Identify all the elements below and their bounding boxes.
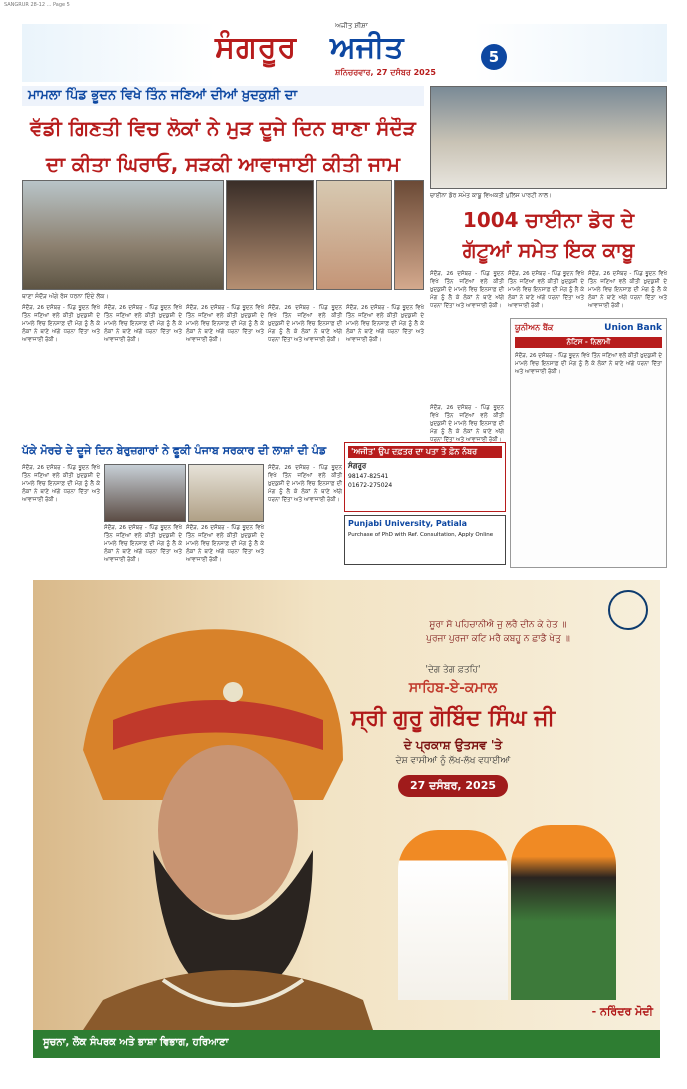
lead-column-5: ਸੰਦੌੜ, 26 ਦਸੰਬਰ - ਪਿੰਡ ਭੂਦਨ ਵਿਖੇ ਤਿੰਨ ਜਣਿਆਂ ਵਲੋਂ ਕੀਤੀ ਖ਼ੁਦਕੁਸ਼ੀ ਦੇ ਮਾਮਲੇ ਵਿਚ ਇਨਸਾਫ਼ ਦੀ ਮੰਗ ਨੂੰ ਲੈ ਕੇ ਲੋਕਾਂ ਨੇ ਥਾਣੇ ਅੱਗੇ ਧਰਨਾ ਦਿੱਤਾ ਅਤੇ ਆਵਾਜਾਈ ਰੋਕੀ। bbox=[346, 305, 424, 343]
lead-column-3: ਸੰਦੌੜ, 26 ਦਸੰਬਰ - ਪਿੰਡ ਭੂਦਨ ਵਿਖੇ ਤਿੰਨ ਜਣਿਆਂ ਵਲੋਂ ਕੀਤੀ ਖ਼ੁਦਕੁਸ਼ੀ ਦੇ ਮਾਮਲੇ ਵਿਚ ਇਨਸਾਫ਼ ਦੀ ਮੰਗ ਨੂੰ ਲੈ ਕੇ ਲੋਕਾਂ ਨੇ ਥਾਣੇ ਅੱਗੇ ਧਰਨਾ ਦਿੱਤਾ ਅਤੇ ਆਵਾਜਾਈ ਰੋਕੀ। bbox=[186, 305, 264, 343]
right-photo-seizure bbox=[430, 86, 667, 189]
second-column-4: ਸੰਦੌੜ, 26 ਦਸੰਬਰ - ਪਿੰਡ ਭੂਦਨ ਵਿਖੇ ਤਿੰਨ ਜਣਿਆਂ ਵਲੋਂ ਕੀਤੀ ਖ਼ੁਦਕੁਸ਼ੀ ਦੇ ਮਾਮਲੇ ਵਿਚ ਇਨਸਾਫ਼ ਦੀ ਮੰਗ ਨੂੰ ਲੈ ਕੇ ਲੋਕਾਂ ਨੇ ਥਾਣੇ ਅੱਗੇ ਧਰਨਾ ਦਿੱਤਾ ਅਤੇ ਆਵਾਜਾਈ ਰੋਕੀ। bbox=[268, 465, 342, 503]
right-headline bbox=[430, 205, 667, 265]
ad-sub-2: ਦੇਸ਼ ਵਾਸੀਆਂ ਨੂੰ ਲੱਖ-ਲੱਖ ਵਧਾਈਆਂ bbox=[395, 756, 511, 766]
second-photo-2 bbox=[188, 464, 264, 522]
lead-headline-line2: ਦਾ ਕੀਤਾ ਘਿਰਾਓ, ਸੜਕੀ ਆਵਾਜਾਈ ਕੀਤੀ ਜਾਮ bbox=[45, 152, 401, 176]
lead-headline-line1: ਵੱਡੀ ਗਿਣਤੀ ਵਿਚ ਲੋਕਾਂ ਨੇ ਮੁੜ ਦੂਜੇ ਦਿਨ ਥਾਣਾ ਸੰਦੌੜ bbox=[30, 116, 416, 140]
lead-photo-victim-1 bbox=[226, 180, 314, 290]
university-notice bbox=[344, 515, 506, 565]
right-column-3: ਸੰਦੌੜ, 26 ਦਸੰਬਰ - ਪਿੰਡ ਭੂਦਨ ਵਿਖੇ ਤਿੰਨ ਜਣਿਆਂ ਵਲੋਂ ਕੀਤੀ ਖ਼ੁਦਕੁਸ਼ੀ ਦੇ ਮਾਮਲੇ ਵਿਚ ਇਨਸਾਫ਼ ਦੀ ਮੰਗ ਨੂੰ ਲੈ ਕੇ ਲੋਕਾਂ ਨੇ ਥਾਣੇ ਅੱਗੇ ਧਰਨਾ ਦਿੱਤਾ ਅਤੇ ਆਵਾਜਾਈ ਰੋਕੀ। bbox=[588, 271, 667, 309]
office-box-title: 'ਅਜੀਤ' ਉਪ ਦਫ਼ਤਰ ਦਾ ਪਤਾ ਤੇ ਫ਼ੋਨ ਨੰਬਰ bbox=[348, 446, 502, 458]
ad-verse-1: ਸੂਰਾ ਸੋ ਪਹਿਚਾਨੀਐ ਜੁ ਲਰੈ ਦੀਨ ਕੇ ਹੇਤ ॥ bbox=[429, 620, 567, 630]
bank-notice-title: ਨੋਟਿਸ - ਨਿਲਾਮੀ bbox=[515, 337, 662, 348]
office-address-box bbox=[344, 442, 506, 512]
lead-photo-caption: ਥਾਣਾ ਸੰਦੌੜ ਅੱਗੇ ਰੋਸ ਧਰਨਾ ਦਿੰਦੇ ਲੋਕ। bbox=[22, 293, 109, 300]
ad-signature: - ਨਰਿੰਦਰ ਮੋਦੀ bbox=[591, 1005, 653, 1018]
lead-column-1: ਸੰਦੌੜ, 26 ਦਸੰਬਰ - ਪਿੰਡ ਭੂਦਨ ਵਿਖੇ ਤਿੰਨ ਜਣਿਆਂ ਵਲੋਂ ਕੀਤੀ ਖ਼ੁਦਕੁਸ਼ੀ ਦੇ ਮਾਮਲੇ ਵਿਚ ਇਨਸਾਫ਼ ਦੀ ਮੰਗ ਨੂੰ ਲੈ ਕੇ ਲੋਕਾਂ ਨੇ ਥਾਣੇ ਅੱਗੇ ਧਰਨਾ ਦਿੱਤਾ ਅਤੇ ਆਵਾਜਾਈ ਰੋਕੀ। bbox=[22, 305, 100, 343]
ad-footer-department: ਸੂਚਨਾ, ਲੋਕ ਸੰਪਰਕ ਅਤੇ ਭਾਸ਼ਾ ਵਿਭਾਗ, ਹਰਿਆਣਾ bbox=[33, 1030, 660, 1058]
bank-notice bbox=[510, 318, 667, 568]
second-column-2: ਸੰਦੌੜ, 26 ਦਸੰਬਰ - ਪਿੰਡ ਭੂਦਨ ਵਿਖੇ ਤਿੰਨ ਜਣਿਆਂ ਵਲੋਂ ਕੀਤੀ ਖ਼ੁਦਕੁਸ਼ੀ ਦੇ ਮਾਮਲੇ ਵਿਚ ਇਨਸਾਫ਼ ਦੀ ਮੰਗ ਨੂੰ ਲੈ ਕੇ ਲੋਕਾਂ ਨੇ ਥਾਣੇ ਅੱਗੇ ਧਰਨਾ ਦਿੱਤਾ ਅਤੇ ਆਵਾਜਾਈ ਰੋਕੀ। bbox=[104, 525, 182, 563]
print-slug: SANGRUR 28-12 ... Page 5 bbox=[4, 2, 70, 8]
guru-portrait-illustration bbox=[43, 600, 373, 1030]
lead-photo-victim-3 bbox=[394, 180, 424, 290]
lead-photo-protest bbox=[22, 180, 224, 290]
office-box-phone-2: 01672-275024 bbox=[348, 482, 393, 489]
ad-leader-photo-2 bbox=[511, 825, 616, 1000]
masthead-paper: ਅਜੀਤ bbox=[330, 30, 404, 65]
university-notice-title: Punjabi University, Patiala bbox=[348, 519, 468, 528]
guru-gobind-singh-ad bbox=[33, 580, 660, 1030]
ad-line-deg-teg: 'ਦੇਗ ਤੇਗ ਫ਼ਤਹਿ' bbox=[425, 665, 481, 675]
right-headline-line1: 1004 ਚਾਈਨਾ ਡੋਰ ਦੇ bbox=[462, 208, 635, 232]
bank-name-punjabi: ਯੂਨੀਅਨ ਬੈਂਕ bbox=[515, 323, 554, 332]
lead-kicker: ਮਾਮਲਾ ਪਿੰਡ ਭੂਦਨ ਵਿਖੇ ਤਿੰਨ ਜਣਿਆਂ ਦੀਆਂ ਖ਼ੁਦਕੁਸ਼ੀ ਦਾ bbox=[22, 86, 424, 106]
second-column-3: ਸੰਦੌੜ, 26 ਦਸੰਬਰ - ਪਿੰਡ ਭੂਦਨ ਵਿਖੇ ਤਿੰਨ ਜਣਿਆਂ ਵਲੋਂ ਕੀਤੀ ਖ਼ੁਦਕੁਸ਼ੀ ਦੇ ਮਾਮਲੇ ਵਿਚ ਇਨਸਾਫ਼ ਦੀ ਮੰਗ ਨੂੰ ਲੈ ਕੇ ਲੋਕਾਂ ਨੇ ਥਾਣੇ ਅੱਗੇ ਧਰਨਾ ਦਿੱਤਾ ਅਤੇ ਆਵਾਜਾਈ ਰੋਕੀ। bbox=[186, 525, 264, 563]
right-column-1: ਸੰਦੌੜ, 26 ਦਸੰਬਰ - ਪਿੰਡ ਭੂਦਨ ਵਿਖੇ ਤਿੰਨ ਜਣਿਆਂ ਵਲੋਂ ਕੀਤੀ ਖ਼ੁਦਕੁਸ਼ੀ ਦੇ ਮਾਮਲੇ ਵਿਚ ਇਨਸਾਫ਼ ਦੀ ਮੰਗ ਨੂੰ ਲੈ ਕੇ ਲੋਕਾਂ ਨੇ ਥਾਣੇ ਅੱਗੇ ਧਰਨਾ ਦਿੱਤਾ ਅਤੇ ਆਵਾਜਾਈ ਰੋਕੀ। bbox=[430, 271, 504, 309]
haryana-govt-emblem-icon bbox=[608, 590, 648, 630]
ad-date-badge: 27 ਦਸੰਬਰ, 2025 bbox=[398, 775, 508, 797]
office-box-city: ਸੰਗਰੂਰ bbox=[348, 462, 367, 470]
ad-leader-photo-1 bbox=[398, 830, 508, 1000]
second-headline: ਪੱਕੇ ਮੋਰਚੇ ਦੇ ਦੂਜੇ ਦਿਨ ਬੇਰੁਜ਼ਗਾਰਾਂ ਨੇ ਫੂਕੀ ਪੰਜਾਬ ਸਰਕਾਰ ਦੀ ਲਾਸ਼ਾਂ ਦੀ ਪੰਡ bbox=[22, 444, 327, 457]
right-photo-caption: ਚਾਈਨਾ ਡੋਰ ਸਮੇਤ ਕਾਬੂ ਵਿਅਕਤੀ ਪੁਲਿਸ ਪਾਰਟੀ ਨਾਲ। bbox=[430, 192, 553, 199]
bank-name-english: Union Bank bbox=[604, 323, 662, 333]
lead-column-4: ਸੰਦੌੜ, 26 ਦਸੰਬਰ - ਪਿੰਡ ਭੂਦਨ ਵਿਖੇ ਤਿੰਨ ਜਣਿਆਂ ਵਲੋਂ ਕੀਤੀ ਖ਼ੁਦਕੁਸ਼ੀ ਦੇ ਮਾਮਲੇ ਵਿਚ ਇਨਸਾਫ਼ ਦੀ ਮੰਗ ਨੂੰ ਲੈ ਕੇ ਲੋਕਾਂ ਨੇ ਥਾਣੇ ਅੱਗੇ ਧਰਨਾ ਦਿੱਤਾ ਅਤੇ ਆਵਾਜਾਈ ਰੋਕੀ। bbox=[268, 305, 342, 343]
lead-column-2: ਸੰਦੌੜ, 26 ਦਸੰਬਰ - ਪਿੰਡ ਭੂਦਨ ਵਿਖੇ ਤਿੰਨ ਜਣਿਆਂ ਵਲੋਂ ਕੀਤੀ ਖ਼ੁਦਕੁਸ਼ੀ ਦੇ ਮਾਮਲੇ ਵਿਚ ਇਨਸਾਫ਼ ਦੀ ਮੰਗ ਨੂੰ ਲੈ ਕੇ ਲੋਕਾਂ ਨੇ ਥਾਣੇ ਅੱਗੇ ਧਰਨਾ ਦਿੱਤਾ ਅਤੇ ਆਵਾਜਾਈ ਰੋਕੀ। bbox=[104, 305, 182, 343]
page-number: 5 bbox=[481, 44, 507, 70]
second-column-1: ਸੰਦੌੜ, 26 ਦਸੰਬਰ - ਪਿੰਡ ਭੂਦਨ ਵਿਖੇ ਤਿੰਨ ਜਣਿਆਂ ਵਲੋਂ ਕੀਤੀ ਖ਼ੁਦਕੁਸ਼ੀ ਦੇ ਮਾਮਲੇ ਵਿਚ ਇਨਸਾਫ਼ ਦੀ ਮੰਗ ਨੂੰ ਲੈ ਕੇ ਲੋਕਾਂ ਨੇ ਥਾਣੇ ਅੱਗੇ ਧਰਨਾ ਦਿੱਤਾ ਅਤੇ ਆਵਾਜਾਈ ਰੋਕੀ। bbox=[22, 465, 100, 503]
lead-photo-victim-2 bbox=[316, 180, 392, 290]
bank-notice-body: ਸੰਦੌੜ, 26 ਦਸੰਬਰ - ਪਿੰਡ ਭੂਦਨ ਵਿਖੇ ਤਿੰਨ ਜਣਿਆਂ ਵਲੋਂ ਕੀਤੀ ਖ਼ੁਦਕੁਸ਼ੀ ਦੇ ਮਾਮਲੇ ਵਿਚ ਇਨਸਾਫ਼ ਦੀ ਮੰਗ ਨੂੰ ਲੈ ਕੇ ਲੋਕਾਂ ਨੇ ਥਾਣੇ ਅੱਗੇ ਧਰਨਾ ਦਿੱਤਾ ਅਤੇ ਆਵਾਜਾਈ ਰੋਕੀ। bbox=[515, 353, 662, 375]
ad-sub-1: ਦੇ ਪ੍ਰਕਾਸ਼ ਉਤਸਵ 'ਤੇ bbox=[403, 738, 503, 752]
ad-main-title: ਸ੍ਰੀ ਗੁਰੂ ਗੋਬਿੰਦ ਸਿੰਘ ਜੀ bbox=[350, 705, 556, 731]
masthead-date: ਸ਼ਨਿਚਰਵਾਰ, 27 ਦਸੰਬਰ 2025 bbox=[335, 68, 436, 77]
office-box-phone-1: 98147-82541 bbox=[348, 473, 389, 480]
right-column-4: ਸੰਦੌੜ, 26 ਦਸੰਬਰ - ਪਿੰਡ ਭੂਦਨ ਵਿਖੇ ਤਿੰਨ ਜਣਿਆਂ ਵਲੋਂ ਕੀਤੀ ਖ਼ੁਦਕੁਸ਼ੀ ਦੇ ਮਾਮਲੇ ਵਿਚ ਇਨਸਾਫ਼ ਦੀ ਮੰਗ ਨੂੰ ਲੈ ਕੇ ਲੋਕਾਂ ਨੇ ਥਾਣੇ ਅੱਗੇ ਧਰਨਾ ਦਿੱਤਾ ਅਤੇ ਆਵਾਜਾਈ ਰੋਕੀ। bbox=[430, 405, 504, 443]
right-column-2: ਸੰਦੌੜ, 26 ਦਸੰਬਰ - ਪਿੰਡ ਭੂਦਨ ਵਿਖੇ ਤਿੰਨ ਜਣਿਆਂ ਵਲੋਂ ਕੀਤੀ ਖ਼ੁਦਕੁਸ਼ੀ ਦੇ ਮਾਮਲੇ ਵਿਚ ਇਨਸਾਫ਼ ਦੀ ਮੰਗ ਨੂੰ ਲੈ ਕੇ ਲੋਕਾਂ ਨੇ ਥਾਣੇ ਅੱਗੇ ਧਰਨਾ ਦਿੱਤਾ ਅਤੇ ਆਵਾਜਾਈ ਰੋਕੀ। bbox=[508, 271, 584, 309]
masthead-city: ਸੰਗਰੂਰ bbox=[215, 30, 298, 65]
lead-headline bbox=[22, 110, 424, 182]
second-photo-1 bbox=[104, 464, 186, 522]
right-headline-line2: ਗੱਟੂਆਂ ਸਮੇਤ ਇਕ ਕਾਬੂ bbox=[462, 238, 635, 262]
ad-line-sahib: ਸਾਹਿਬ-ਏ-ਕਮਾਲ bbox=[408, 680, 498, 696]
masthead-tagline: ਅਜੀਤ ਸ਼ੀਸ਼ਾ bbox=[335, 22, 368, 30]
ad-verse-2: ਪੁਰਜਾ ਪੁਰਜਾ ਕਟਿ ਮਰੈ ਕਬਹੂ ਨ ਛਾਡੈ ਖੇਤੁ ॥ bbox=[426, 634, 570, 644]
university-notice-text: Purchase of PhD with Ref. Consultation, Apply Online bbox=[348, 532, 494, 538]
